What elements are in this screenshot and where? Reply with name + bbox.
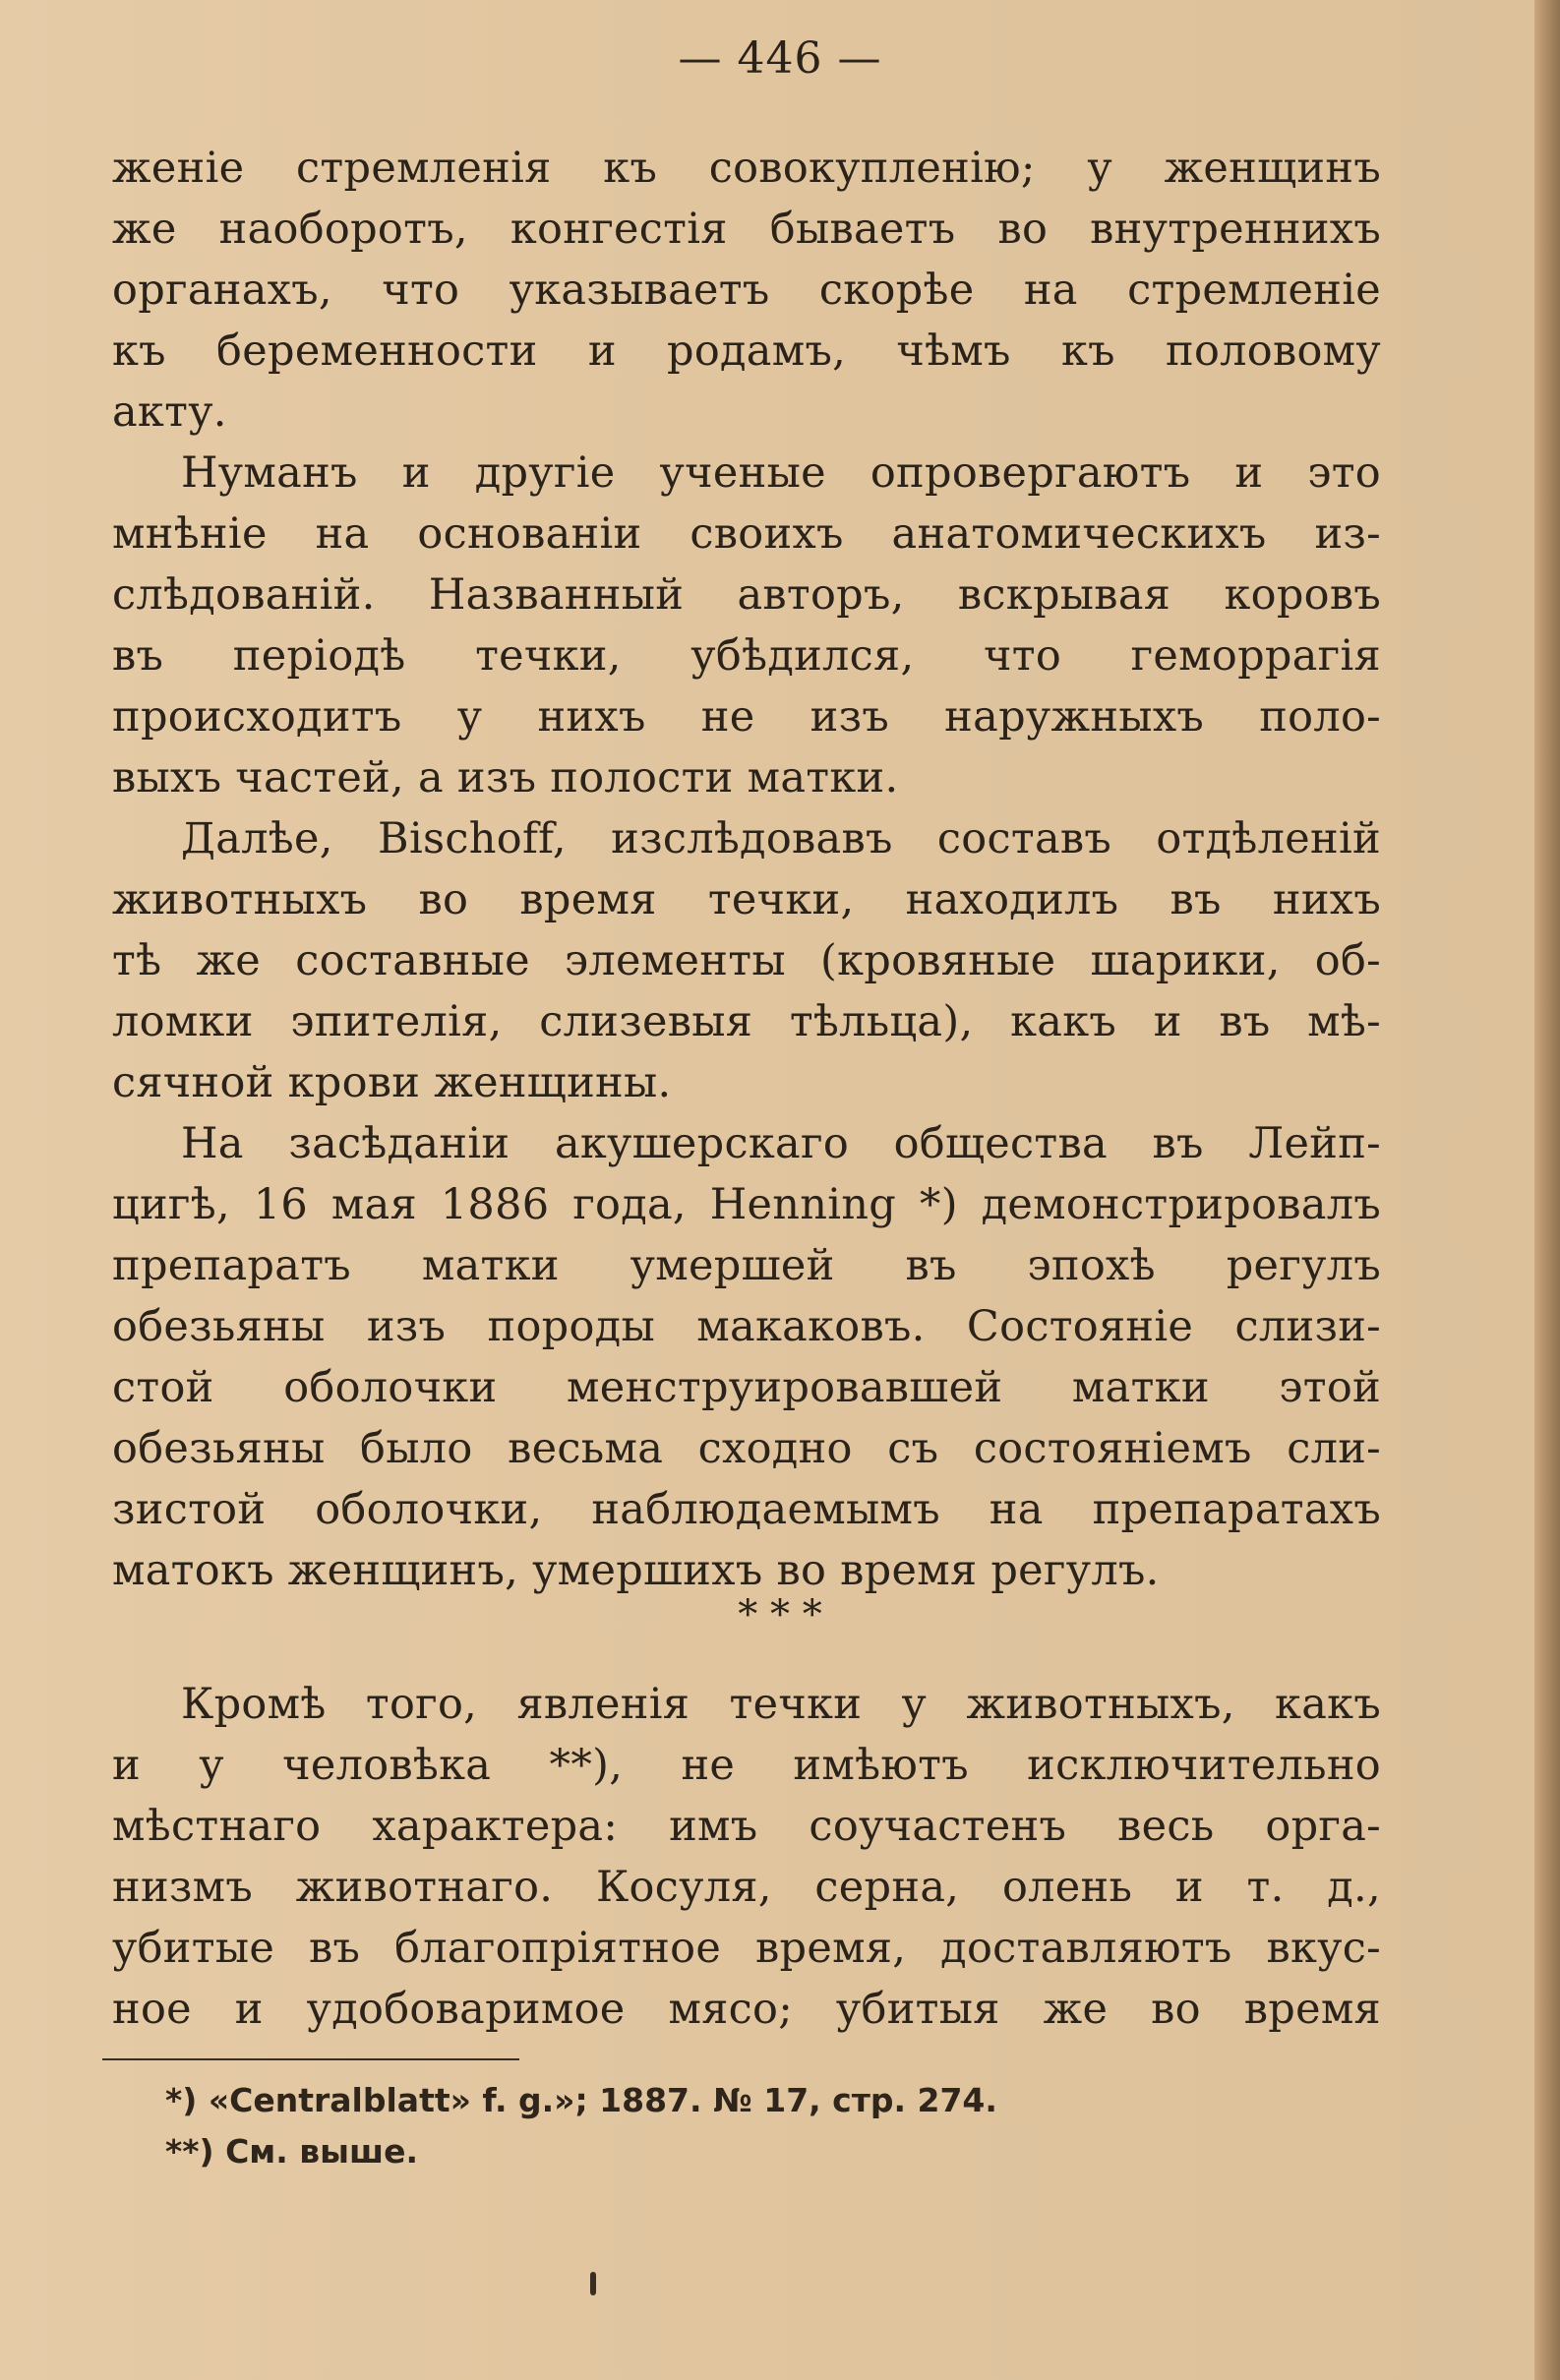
text-line: матокъ женщинъ, умершихъ во время регулъ.: [112, 1546, 1160, 1595]
text-line: обезьяны изъ породы макаковъ. Состояніе слизи-: [112, 1302, 1381, 1351]
text-line: къ беременности и родамъ, чѣмъ къ половому: [112, 327, 1381, 376]
text-line: сячной крови женщины.: [112, 1058, 672, 1107]
footnotes: [165, 2075, 997, 2177]
text-line: зистой оболочки, наблюдаемымъ на препаратахъ: [112, 1485, 1381, 1534]
text-line: слѣдованій. Названный авторъ, вскрывая коровъ: [112, 570, 1381, 620]
text-line: На засѣданіи акушерскаго общества въ Лейп-: [181, 1119, 1381, 1168]
text-line: ное и удобоваримое мясо; убитыя же во время: [112, 1985, 1381, 2034]
text-line: же наоборотъ, конгестія бываетъ во внутреннихъ: [112, 205, 1381, 254]
text-line: акту.: [112, 387, 227, 437]
text-line: препаратъ матки умершей въ эпохѣ регулъ: [112, 1241, 1381, 1290]
paragraph: [112, 808, 1381, 1113]
text-line: Далѣе, Bischoff, изслѣдовавъ составъ отдѣленій: [181, 814, 1381, 863]
text-line: мѣстнаго характера: имъ соучастенъ весь орга-: [112, 1802, 1381, 1851]
section-separator: * * *: [738, 1592, 822, 1637]
footnote: **) См. выше.: [165, 2132, 418, 2171]
text-line: животныхъ во время течки, находилъ въ нихъ: [112, 875, 1381, 924]
text-line: выхъ частей, а изъ полости матки.: [112, 753, 899, 803]
page-number: — 446 —: [678, 33, 882, 84]
text-line: органахъ, что указываетъ скорѣе на стремленіе: [112, 266, 1381, 315]
text-line: мнѣніе на основаніи своихъ анатомическихъ из-: [112, 509, 1381, 559]
text-line: Кромѣ того, явленія течки у животныхъ, какъ: [181, 1680, 1381, 1729]
footnote-rule: [102, 2058, 519, 2060]
page-edge: [1534, 0, 1560, 2380]
text-line: происходитъ у нихъ не изъ наружныхъ поло-: [112, 692, 1381, 742]
paragraph: [112, 443, 1381, 808]
text-line: убитые въ благопріятное время, доставляютъ вкус-: [112, 1924, 1381, 1973]
paragraph: [112, 138, 1381, 443]
body-text: [112, 138, 1381, 2040]
text-line: и у человѣка **), не имѣютъ исключительно: [112, 1741, 1381, 1790]
text-line: стой оболочки менструировавшей матки этой: [112, 1363, 1381, 1412]
text-line: тѣ же составные элементы (кровяные шарики, об-: [112, 936, 1381, 985]
text-line: женіе стремленія къ совокупленію; у женщинъ: [112, 144, 1381, 193]
text-line: ломки эпителія, слизевыя тѣльца), какъ и въ мѣ-: [112, 997, 1381, 1046]
paragraph: [112, 1674, 1381, 2040]
footnote: *) «Centralblatt» f. g.»; 1887. № 17, стр. 274.: [165, 2081, 997, 2119]
printer-mark: [590, 2272, 596, 2295]
paragraph: [112, 1113, 1381, 1601]
text-line: цигѣ, 16 мая 1886 года, Henning *) демонстрировалъ: [112, 1180, 1381, 1229]
text-line: обезьяны было весьма сходно съ состояніемъ сли-: [112, 1424, 1381, 1473]
text-line: въ періодѣ течки, убѣдился, что геморрагія: [112, 631, 1381, 681]
text-line: низмъ животнаго. Косуля, серна, олень и т. д.,: [112, 1863, 1381, 1912]
text-line: Нуманъ и другіе ученые опровергаютъ и это: [181, 448, 1381, 498]
